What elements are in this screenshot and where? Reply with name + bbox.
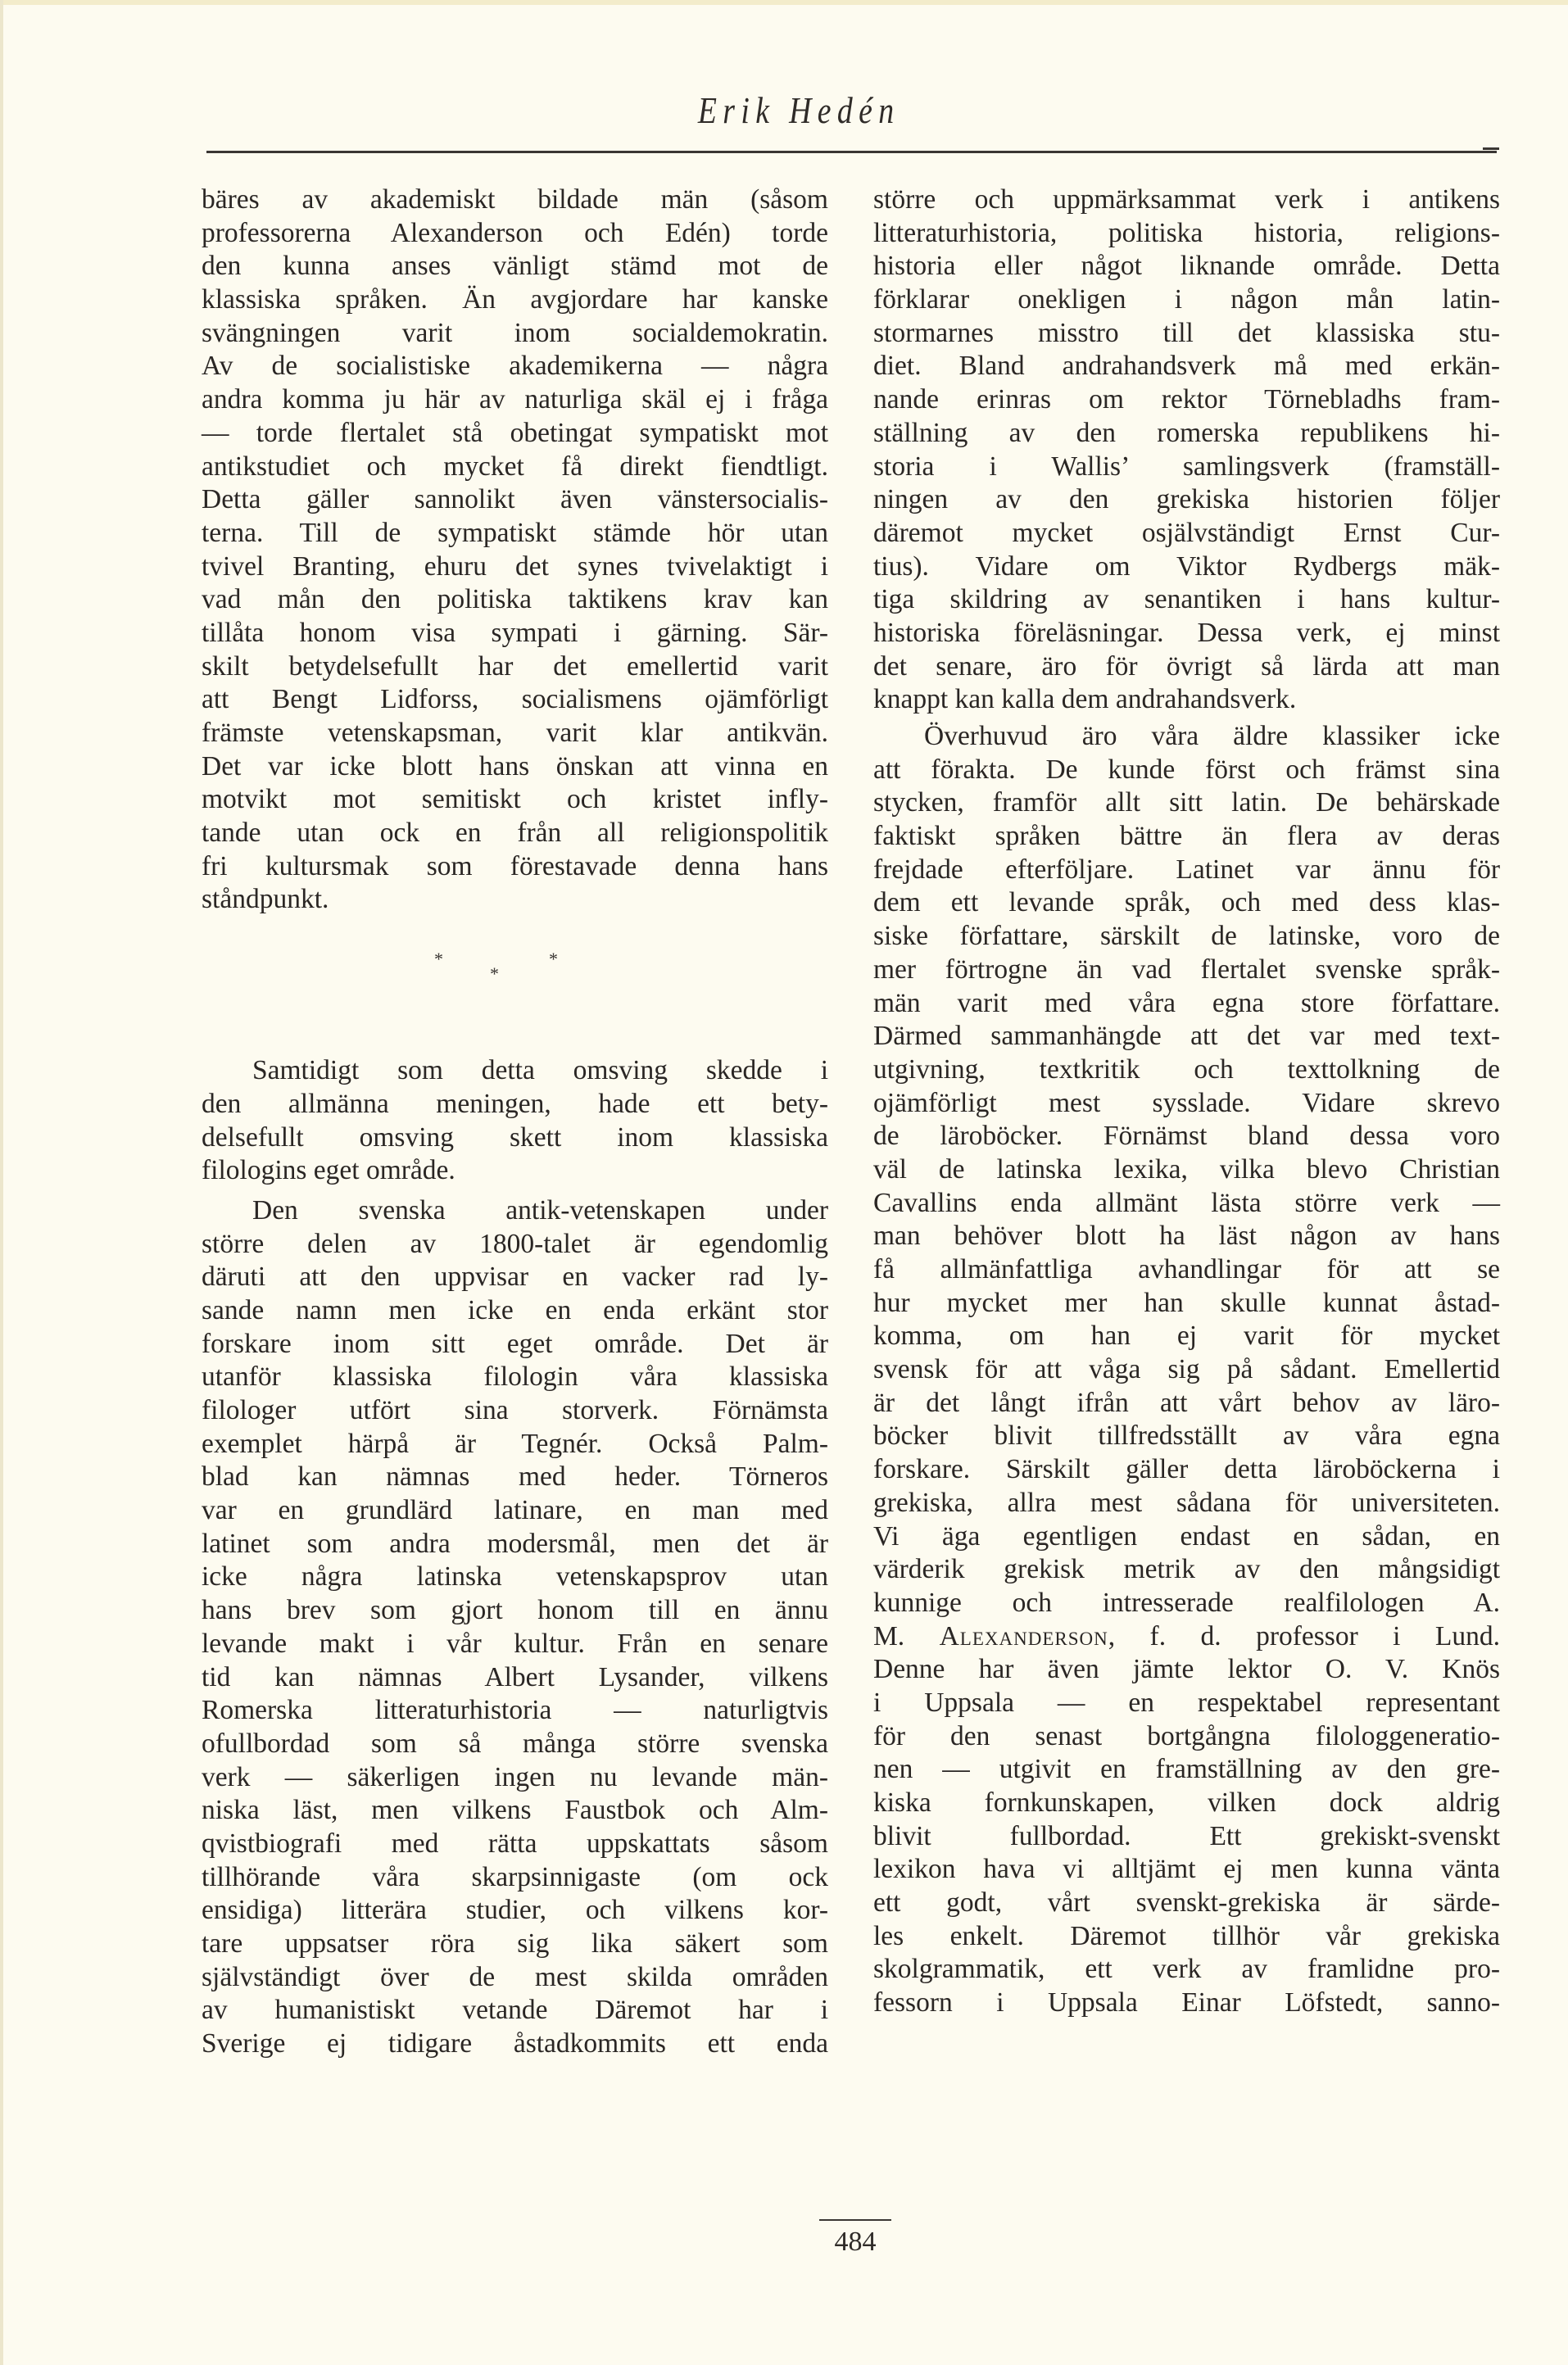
text-line: svängningen varit inom socialdemokratin.: [202, 317, 828, 348]
text-line: ofullbordad som så många större svenska: [202, 1728, 828, 1759]
text-line: Överhuvud äro våra äldre klassiker icke: [924, 721, 1500, 751]
text-line: större och uppmärksammat verk i antikens: [873, 184, 1500, 215]
asterisk-icon: *: [434, 949, 443, 970]
text-line: ensidiga) litterära studier, och vilkens kor-: [202, 1895, 828, 1926]
text-line: klassiska språken. Än avgjordare har kanske: [202, 284, 828, 315]
text-line: terna. Till de sympatiskt stämde hör utan: [202, 517, 828, 548]
text-line: siske författare, särskilt de latinske, voro de: [873, 921, 1500, 952]
text-line: den kunna anses vänligt stämd mot de: [202, 251, 828, 282]
text-line: kiska fornkunskapen, vilken dock aldrig: [873, 1787, 1500, 1818]
text-line: Av de socialistiske akademikerna — några: [202, 351, 828, 382]
folio-rule: [819, 2219, 891, 2221]
text-line: qvistbiografi med rätta uppskattats såsom: [202, 1828, 828, 1859]
text-line: levande makt i vår kultur. Från en senare: [202, 1628, 828, 1659]
text-line: man behöver blott ha läst någon av hans: [873, 1221, 1500, 1252]
text-line: filologer utfört sina storverk. Förnämsta: [202, 1395, 828, 1425]
text-line: tande utan ock en från all religionspolitik: [202, 818, 828, 849]
text-line: andra komma ju här av naturliga skäl ej i fråga: [202, 384, 828, 415]
text-line: ojämförligt mest sysslade. Vidare skrevo: [873, 1087, 1500, 1118]
running-head: Erik Hedén: [697, 89, 900, 131]
text-line: verk — säkerligen ingen nu levande män-: [202, 1761, 828, 1792]
text-line: värderik grekisk metrik av den mångsidigt: [873, 1554, 1500, 1585]
text-line: skilt betydelsefullt har det emellertid varit: [202, 650, 828, 682]
text-line: litteraturhistoria, politiska historia, religions-: [873, 217, 1500, 248]
text-line: tvivel Branting, ehuru det synes tvivelaktigt i: [202, 550, 828, 582]
text-line: komma, om han ej varit för mycket: [873, 1321, 1500, 1352]
text-line: nen — utgivit en framställning av den gre-: [873, 1754, 1500, 1785]
text-line: icke några latinska vetenskapsprov utan: [202, 1561, 828, 1593]
text-line: utanför klassiska filologin våra klassiska: [202, 1361, 828, 1393]
text-line: Samtidigt som detta omsving skedde i: [252, 1055, 828, 1086]
text-line: böcker blivit tillfredsställt av våra egna: [873, 1420, 1500, 1452]
text-line: självständigt över de mest skilda områden: [202, 1961, 828, 1992]
text-line: filologins eget område.: [202, 1155, 455, 1186]
left-column: [202, 183, 828, 2061]
text-line: skolgrammatik, ett verk av framlidne pro-: [873, 1954, 1500, 1985]
text-line: hans brev som gjort honom till en ännu: [202, 1595, 828, 1626]
text-line: svensk för att våga sig på sådant. Emellertid: [873, 1354, 1500, 1385]
text-line: vad mån den politiska taktikens krav kan: [202, 584, 828, 615]
text-line: tius). Vidare om Viktor Rydbergs mäk-: [873, 550, 1500, 582]
text-line: utgivning, textkritik och texttolkning de: [873, 1053, 1500, 1085]
paragraph: [873, 720, 1500, 1620]
text-line: främste vetenskapsman, varit klar antikvän.: [202, 718, 828, 748]
page-edge: [0, 0, 3, 2365]
text-line: mer förtrogne än vad flertalet svenske språk-: [873, 954, 1500, 985]
text-line: grekiska, allra mest sådana för universiteten.: [873, 1487, 1500, 1518]
text-line: Därmed sammanhängde att det var med text-: [873, 1021, 1500, 1052]
text-line: tillhörande våra skarpsinnigaste (om ock: [202, 1861, 828, 1892]
paragraph: [202, 1054, 828, 1188]
text-line: storia i Wallis’ samlingsverk (framställ-: [873, 451, 1500, 482]
text-line: — torde flertalet stå obetingat sympatiskt mot: [202, 417, 828, 448]
text-line: Vi äga egentligen endast en sådan, en: [873, 1520, 1500, 1552]
text-line: de läroböcker. Förnämst bland dessa voro: [873, 1121, 1500, 1152]
text-line: historiska föreläsningar. Dessa verk, ej minst: [873, 617, 1500, 648]
text-line: diet. Bland andrahandsverk må med erkän-: [873, 351, 1500, 382]
text-line: fri kultursmak som förestavade denna hans: [202, 850, 828, 881]
text-line: latinet som andra modersmål, men det är: [202, 1528, 828, 1559]
text-line: blivit fullbordad. Ett grekiskt-svenskt: [873, 1820, 1500, 1851]
text-line: les enkelt. Däremot tillhör vår grekiska: [873, 1920, 1500, 1951]
text-line: Denne har även jämte lektor O. V. Knös: [873, 1654, 1500, 1685]
text-line: ett godt, vårt svenskt-grekiska är särde-: [873, 1887, 1500, 1919]
header-rule: [206, 151, 1497, 153]
page-number: 484: [834, 2227, 877, 2257]
paragraph: [202, 183, 828, 917]
text-line: faktiskt språken bättre än flera av deras: [873, 821, 1500, 852]
text-line: lexikon hava vi alltjämt ej men kunna vänta: [873, 1854, 1500, 1885]
text-line: exemplet härpå är Tegnér. Också Palm-: [202, 1428, 828, 1459]
text-line: professorerna Alexanderson och Edén) torde: [202, 217, 828, 248]
text-line: Sverige ej tidigare åstadkommits ett enda: [202, 2028, 828, 2059]
text-line: stormarnes misstro till det klassiska stu-: [873, 317, 1500, 348]
text-line: bäres av akademiskt bildade män (såsom: [202, 184, 828, 215]
text-line: Det var icke blott hans önskan att vinna en: [202, 750, 828, 782]
text-line: var en grundlärd latinare, en man med: [202, 1495, 828, 1526]
text-line: tiga skildring av senantiken i hans kultur-: [873, 584, 1500, 615]
asterism-separator: [202, 922, 828, 1054]
text-line: förklarar onekligen i någon mån latin-: [873, 284, 1500, 315]
text-line: däruti att den uppvisar en vacker rad ly-: [202, 1262, 828, 1293]
text-line: Den svenska antik-vetenskapen under: [252, 1194, 828, 1226]
text-line: stycken, framför allt sitt latin. De behärskade: [873, 787, 1500, 818]
text-line: forskare. Särskilt gäller detta läroböckerna i: [873, 1454, 1500, 1485]
text-line: Detta gäller sannolikt även vänstersocialis-: [202, 484, 828, 515]
text-line: motvikt mot semitiskt och kristet infly-: [202, 784, 828, 815]
text-line: hur mycket mer han skulle kunnat åstad-: [873, 1287, 1500, 1318]
text-line: män varit med våra egna store författare.: [873, 987, 1500, 1018]
text-line: sande namn men icke en enda erkänt stor: [202, 1294, 828, 1325]
text-line: i Uppsala — en respektabel representant: [873, 1687, 1500, 1718]
text-line: det senare, äro för övrigt så lärda att man: [873, 650, 1500, 682]
text-line: att Bengt Lidforss, socialismens ojämförligt: [202, 684, 828, 715]
text-line: tid kan nämnas Albert Lysander, vilkens: [202, 1661, 828, 1692]
text-line: knappt kan kalla dem andrahandsverk.: [873, 684, 1297, 715]
text-line: Romerska litteraturhistoria — naturligtvis: [202, 1695, 828, 1726]
text-line: ställning av den romerska republikens hi-: [873, 417, 1500, 448]
text-line: antikstudiet och mycket få direkt fiendtligt.: [202, 451, 828, 482]
paragraph: [873, 183, 1500, 717]
text-line: historia eller något liknande område. Detta: [873, 251, 1500, 282]
text-line: dem ett levande språk, och med dess klas-: [873, 887, 1500, 918]
text-line: nande erinras om rektor Törnebladhs fram-: [873, 384, 1500, 415]
paragraph: [873, 1653, 1500, 2020]
text-line: M. Alexanderson, f. d. professor i Lund.: [873, 1620, 1500, 1651]
text-line: av humanistiskt vetande Däremot har i: [202, 1995, 828, 2026]
text-line: ståndpunkt.: [202, 884, 329, 915]
text-line: väl de latinska lexika, vilka blevo Christian: [873, 1153, 1500, 1185]
asterisk-icon: *: [549, 949, 558, 970]
text-line: däremot mycket osjälvständigt Ernst Cur-: [873, 517, 1500, 548]
text-line: för den senast bortgångna filologgeneratio-: [873, 1720, 1500, 1751]
text-line: tillåta honom visa sympati i gärning. Sär-: [202, 617, 828, 648]
text-line: större delen av 1800-talet är egendomlig: [202, 1228, 828, 1259]
paragraph: [202, 1194, 828, 2061]
page-edge: [0, 0, 1568, 5]
text-line: den allmänna meningen, hade ett bety-: [202, 1088, 828, 1119]
text-line: fessorn i Uppsala Einar Löfstedt, sanno-: [873, 1987, 1500, 2018]
text-line: blad kan nämnas med heder. Törneros: [202, 1461, 828, 1493]
text-line: att förakta. De kunde först och främst sina: [873, 754, 1500, 785]
text-line: delsefullt omsving skett inom klassiska: [202, 1121, 828, 1153]
text-line: ningen av den grekiska historien följer: [873, 484, 1500, 515]
text-line: tare uppsatser röra sig lika säkert som: [202, 1928, 828, 1959]
text-line: forskare inom sitt eget område. Det är: [202, 1328, 828, 1359]
text-line: få allmänfattliga avhandlingar för att se: [873, 1254, 1500, 1284]
text-line: kunnige och intresserade realfilologen A.: [873, 1587, 1500, 1618]
text-line: är det långt ifrån att vårt behov av läro-: [873, 1387, 1500, 1418]
right-column: [873, 183, 1500, 2020]
text-line: Cavallins enda allmänt lästa större verk —: [873, 1187, 1500, 1218]
text-line: frejdade efterföljare. Latinet var ännu för: [873, 854, 1500, 885]
asterisk-icon: *: [490, 963, 499, 985]
header-rule-tick: [1483, 147, 1499, 150]
text-line: niska läst, men vilkens Faustbok och Alm-: [202, 1795, 828, 1826]
